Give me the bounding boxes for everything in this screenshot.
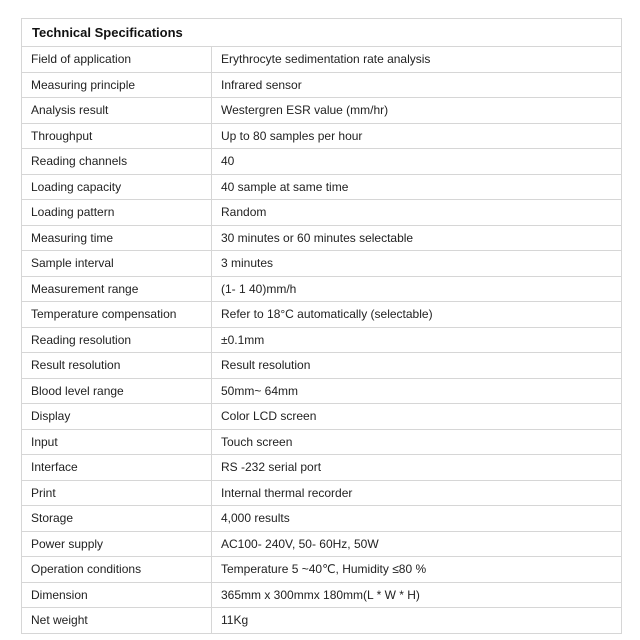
spec-value: Internal thermal recorder [212,480,622,506]
spec-label: Loading capacity [22,174,212,200]
table-row [22,378,622,404]
table-row [22,353,622,379]
spec-label: Power supply [22,531,212,557]
spec-value: 40 [212,149,622,175]
spec-label: Measuring time [22,225,212,251]
table-row [22,531,622,557]
spec-value: 3 minutes [212,251,622,277]
table-row [22,608,622,634]
spec-label: Interface [22,455,212,481]
spec-label: Measurement range [22,276,212,302]
table-row [22,327,622,353]
spec-value: RS -232 serial port [212,455,622,481]
table-row [22,404,622,430]
table-row [22,302,622,328]
spec-value: ±0.1mm [212,327,622,353]
spec-label: Reading resolution [22,327,212,353]
spec-label: Reading channels [22,149,212,175]
spec-label: Sample interval [22,251,212,277]
table-row [22,123,622,149]
table-row [22,149,622,175]
table-row [22,557,622,583]
spec-label: Operation conditions [22,557,212,583]
spec-value: 50mm~ 64mm [212,378,622,404]
spec-label: Measuring principle [22,72,212,98]
spec-value: Temperature 5 ~40℃, Humidity ≤80 % [212,557,622,583]
spec-value: Infrared sensor [212,72,622,98]
spec-value: 11Kg [212,608,622,634]
spec-value: 30 minutes or 60 minutes selectable [212,225,622,251]
table-row [22,47,622,73]
table-row [22,582,622,608]
spec-value: 365mm x 300mmx 180mm(L * W * H) [212,582,622,608]
spec-value: Result resolution [212,353,622,379]
spec-label: Storage [22,506,212,532]
spec-value: AC100- 240V, 50- 60Hz, 50W [212,531,622,557]
spec-value: (1- 1 40)mm/h [212,276,622,302]
spec-label: Input [22,429,212,455]
spec-label: Result resolution [22,353,212,379]
table-row [22,72,622,98]
spec-label: Temperature compensation [22,302,212,328]
spec-label: Analysis result [22,98,212,124]
table-row [22,506,622,532]
table-row [22,276,622,302]
spec-label: Loading pattern [22,200,212,226]
spec-label: Throughput [22,123,212,149]
table-row [22,225,622,251]
spec-value: Color LCD screen [212,404,622,430]
spec-label: Net weight [22,608,212,634]
spec-label: Dimension [22,582,212,608]
table-header-row [22,19,622,47]
table-row [22,251,622,277]
spec-value: Westergren ESR value (mm/hr) [212,98,622,124]
spec-value: Random [212,200,622,226]
spec-table [21,18,622,634]
table-row [22,98,622,124]
spec-value: Touch screen [212,429,622,455]
table-row [22,480,622,506]
table-row [22,429,622,455]
spec-value: Erythrocyte sedimentation rate analysis [212,47,622,73]
spec-value: 40 sample at same time [212,174,622,200]
spec-value: Refer to 18°C automatically (selectable) [212,302,622,328]
spec-value: 4,000 results [212,506,622,532]
spec-label: Print [22,480,212,506]
table-row [22,174,622,200]
table-title: Technical Specifications [22,19,622,47]
spec-label: Field of application [22,47,212,73]
spec-label: Display [22,404,212,430]
table-row [22,200,622,226]
spec-value: Up to 80 samples per hour [212,123,622,149]
table-row [22,455,622,481]
spec-label: Blood level range [22,378,212,404]
